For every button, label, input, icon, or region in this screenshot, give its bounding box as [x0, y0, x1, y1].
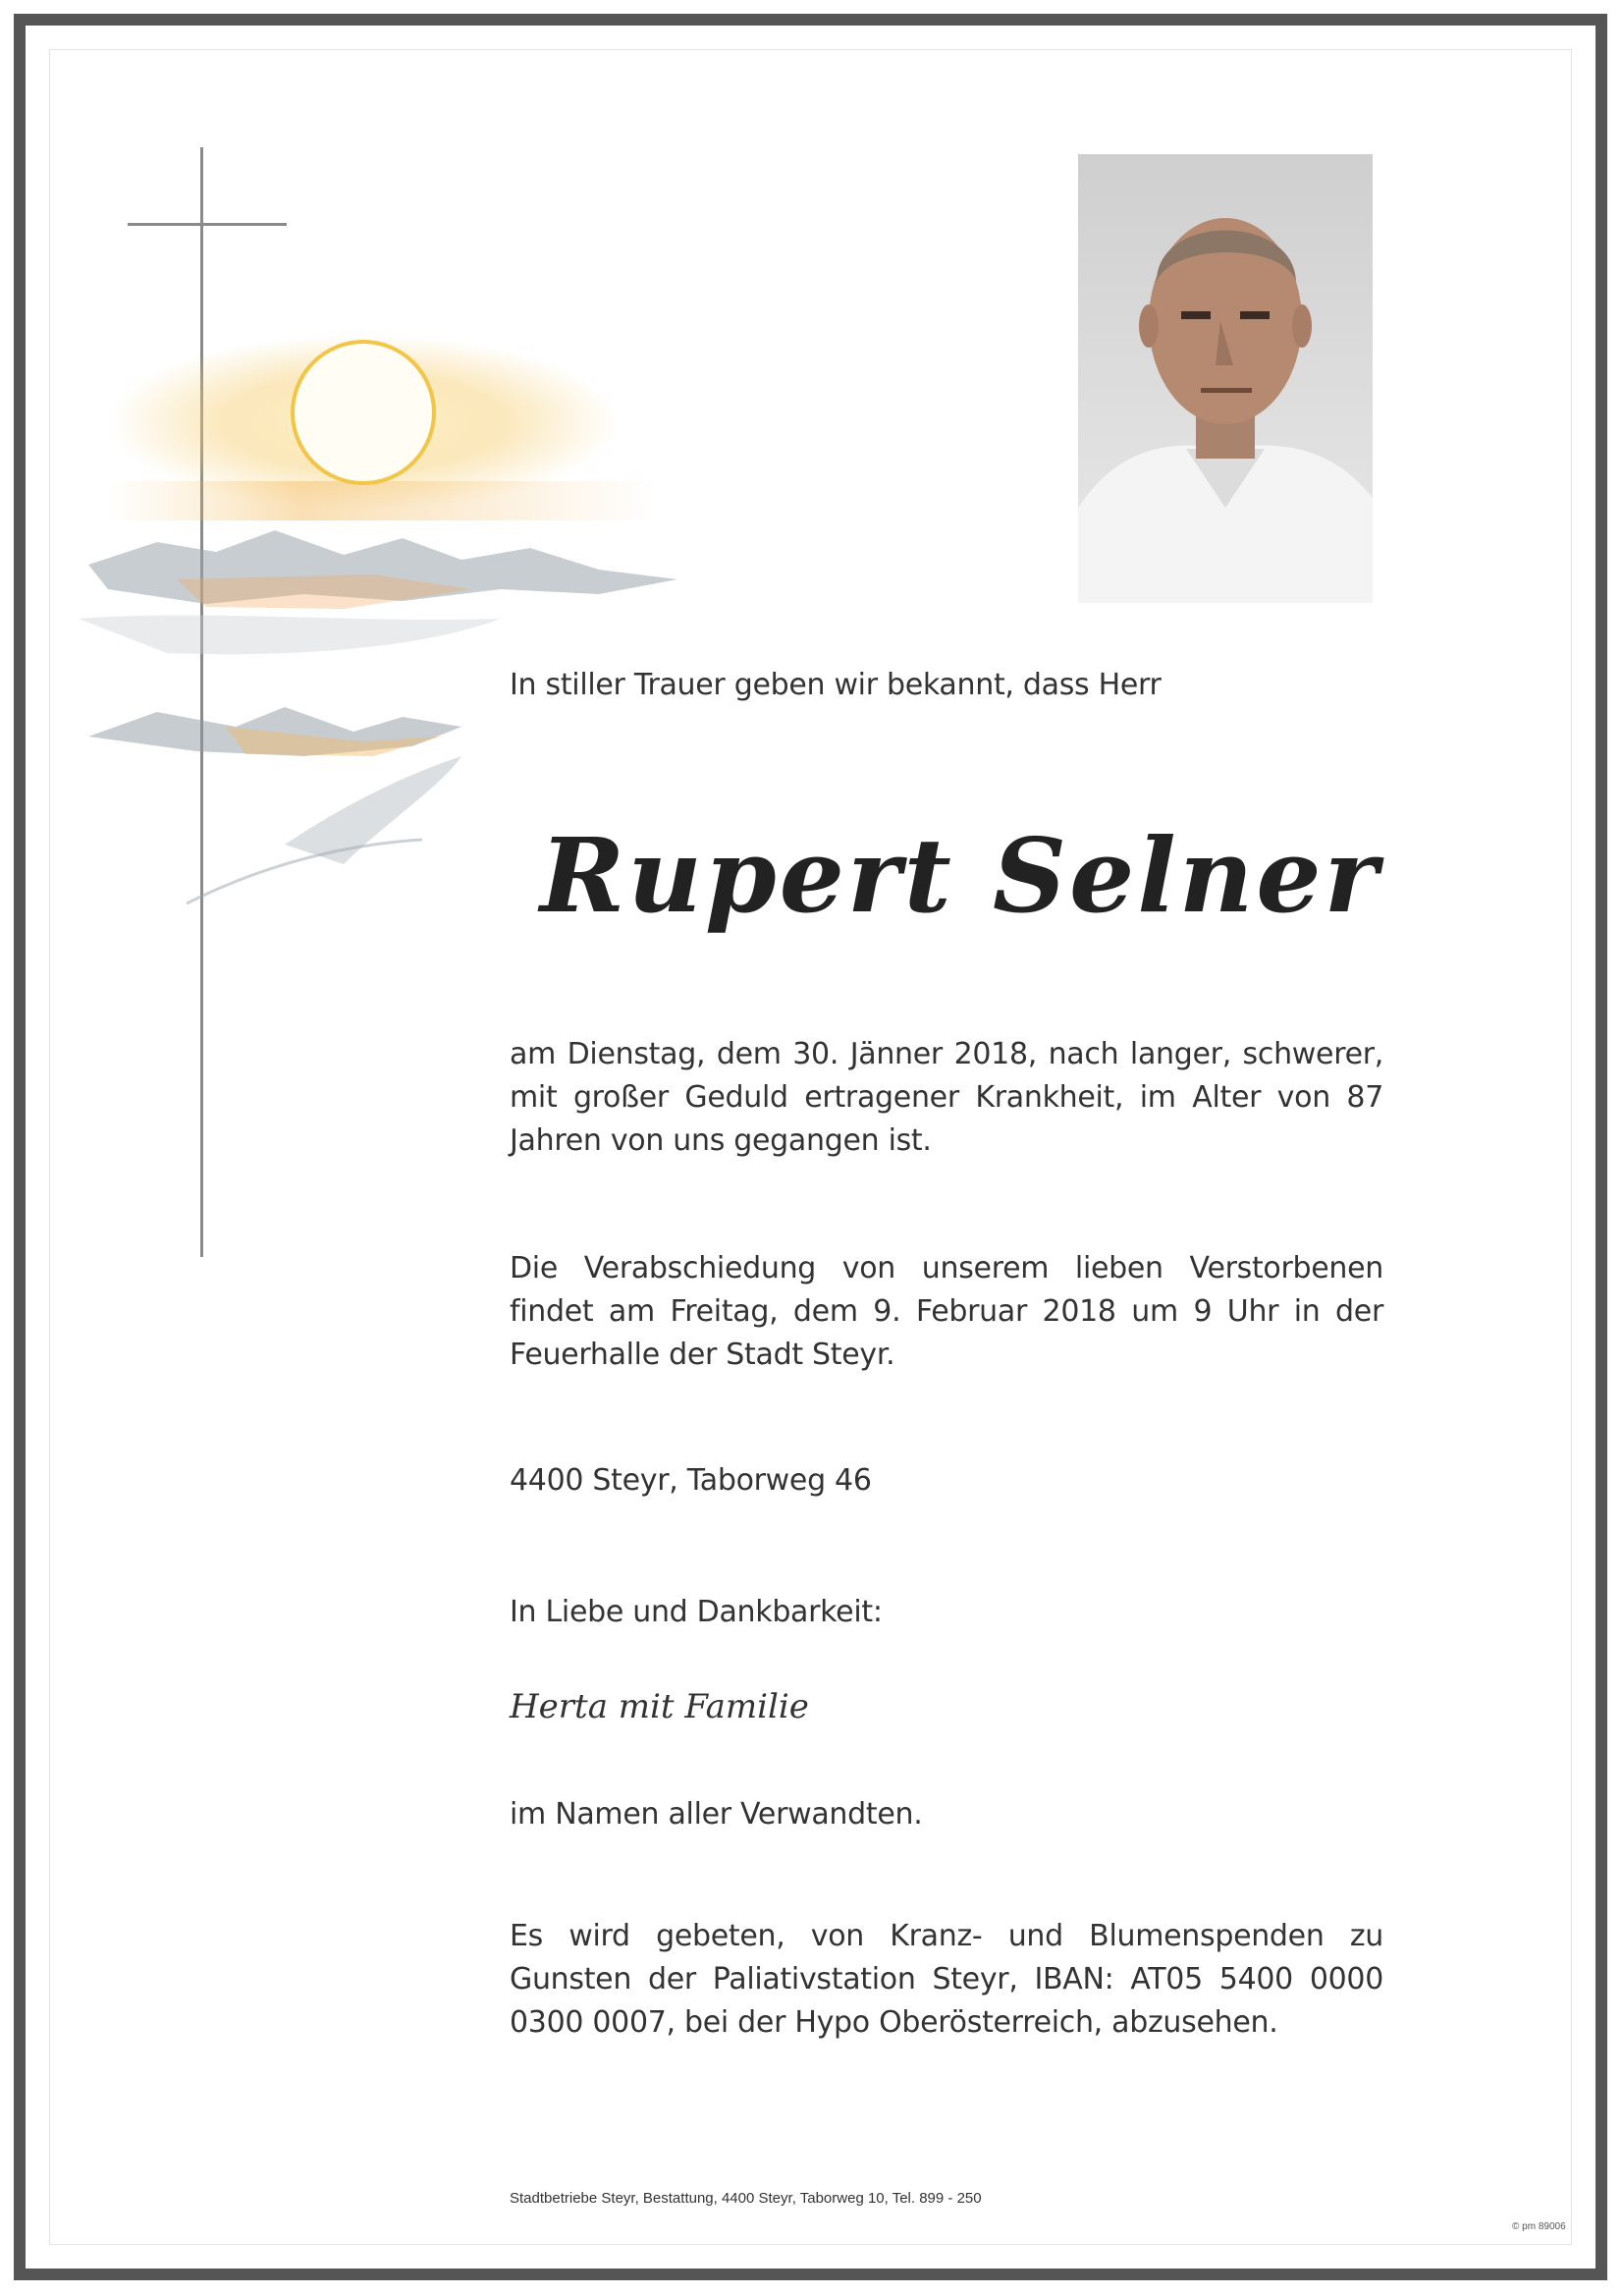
right-eye: [1240, 311, 1270, 319]
sun: [293, 342, 434, 483]
printer-mark: © pm 89006: [1512, 2221, 1566, 2232]
funeral-home-footer: Stadtbetriebe Steyr, Bestattung, 4400 Steyr, Taborweg 10, Tel. 899 - 250: [510, 2190, 982, 2207]
mouth: [1201, 388, 1252, 393]
left-eye: [1181, 311, 1211, 319]
sky-band: [108, 481, 658, 520]
relatives-line: im Namen aller Verwandten.: [510, 1797, 923, 1831]
intro-text: In stiller Trauer geben wir bekannt, dass Herr: [510, 668, 1162, 702]
mist-layer: [79, 615, 501, 654]
portrait-illustration: [1078, 154, 1373, 603]
closing-line: In Liebe und Dankbarkeit:: [510, 1595, 883, 1629]
address: 4400 Steyr, Taborweg 46: [510, 1463, 872, 1498]
donation-paragraph: Es wird gebeten, von Kranz- und Blumenspenden zu Gunsten der Paliativstation Steyr, IBAN: AT05 5400 0000 0300 0007, bei der Hypo Oberösterreich, abzusehen.: [510, 1919, 1383, 2040]
death-notice-paragraph: am Dienstag, dem 30. Jänner 2018, nach langer, schwerer, mit großer Geduld ertragener Krankheit, im Alter von 87 Jahren von uns gegangen ist.: [510, 1037, 1383, 1158]
family-signature: Herta mit Familie: [510, 1687, 809, 1726]
cross-horizontal-bar: [128, 223, 287, 226]
farewell-paragraph: Die Verabschiedung von unserem lieben Verstorbenen findet am Freitag, dem 9. Februar 2018 um 9 Uhr in der Feuerhalle der Stadt Steyr.: [510, 1251, 1383, 1372]
river-bank: [285, 756, 461, 864]
portrait-photo: [1078, 154, 1373, 603]
right-ear: [1292, 304, 1312, 348]
left-ear: [1139, 304, 1159, 348]
deceased-name: Rupert Selner: [540, 815, 1381, 936]
